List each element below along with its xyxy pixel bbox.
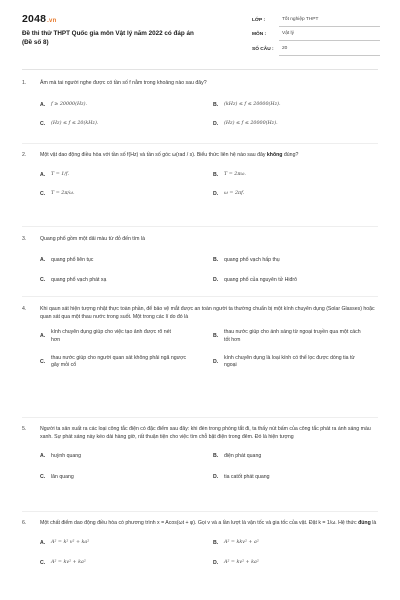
option-text: quang phổ liên tục <box>51 256 94 263</box>
exam-title-line: Đề thi thử THPT Quốc gia môn Vật lý năm 2022 có đáp án <box>22 30 194 37</box>
meta-value: Vật lý <box>279 31 380 41</box>
option-text: thau nước giúp cho ánh sáng từ ngoại truyền qua một cách tốt hơn <box>224 329 361 343</box>
option-b[interactable] <box>213 257 378 265</box>
option-text: điện phát quang <box>224 453 262 460</box>
question-text-emphasis: không <box>266 152 283 158</box>
option-text: (Hz) ≤ f ≤ 20(kHz). <box>51 121 99 127</box>
option-a[interactable] <box>40 453 205 461</box>
option-text: A² = k² v² + ka² <box>51 539 90 545</box>
option-d[interactable] <box>213 121 378 129</box>
option-b[interactable] <box>213 329 378 345</box>
question-separator <box>22 511 378 512</box>
question-2 <box>22 152 378 199</box>
option-d[interactable] <box>213 277 378 285</box>
option-letter: D. <box>213 277 219 284</box>
option-c[interactable] <box>40 191 205 199</box>
option-letter: C. <box>40 277 46 284</box>
option-text: kính chuyên dụng giúp cho việc tạo ảnh được rõ nét hơn <box>51 329 171 343</box>
option-letter: D. <box>213 191 219 198</box>
option-letter: A. <box>40 333 46 340</box>
option-text: A² = kv² + ka² <box>51 560 86 566</box>
option-c[interactable] <box>40 560 205 568</box>
option-a[interactable] <box>40 172 205 180</box>
option-text: quang phổ vạch phát xạ <box>51 277 107 284</box>
option-text: (kHz) ≤ f ≤ 20000(Hz). <box>224 101 281 107</box>
option-letter: B. <box>213 101 219 108</box>
option-letter: A. <box>40 539 46 546</box>
question-number: 2. <box>22 152 27 158</box>
option-b[interactable] <box>213 453 378 461</box>
question-6 <box>22 520 378 568</box>
question-3 <box>22 236 378 285</box>
meta-label: MÔN : <box>252 32 267 38</box>
option-text: quang phổ của nguyên tử Hiđrô <box>224 277 297 284</box>
meta-value: 20 <box>279 46 380 56</box>
option-d[interactable] <box>213 191 378 199</box>
question-number: 3. <box>22 236 27 242</box>
option-a[interactable] <box>40 257 205 265</box>
question-text: Người ta sản xuất ra các loại công tắc điện có đặc điểm sau đây: khi đèn trong phòng tắt đi, ta thấy nút bấm của công tắc phát ra ánh sáng màu xanh. Sự phát sáng này kéo dài hàng giờ, rất thuận tiện cho việc tìm chỗ bật điện trong đêm. Đó là hiện tượng <box>40 426 371 440</box>
question-number: 6. <box>22 520 27 526</box>
option-text: lân quang <box>51 473 74 480</box>
question-number: 1. <box>22 80 27 86</box>
option-text: (Hz) ≤ f ≤ 20000(Hz). <box>224 121 278 127</box>
option-text: A² = kv² + ka² <box>224 560 259 566</box>
question-5 <box>22 426 378 481</box>
question-separator <box>22 143 378 144</box>
option-c[interactable] <box>40 474 205 482</box>
option-letter: A. <box>40 453 46 460</box>
logo-text: 2048 <box>22 13 47 25</box>
meta-value: Tốt nghiệp THPT <box>279 17 380 27</box>
logo-suffix: .vn <box>47 18 57 24</box>
question-separator <box>22 226 378 227</box>
option-d[interactable] <box>213 474 378 482</box>
option-letter: A. <box>40 256 46 263</box>
question-4 <box>22 306 378 370</box>
option-c[interactable] <box>40 355 205 371</box>
question-text <box>40 152 378 160</box>
meta-row-class <box>252 12 380 27</box>
option-text: quang phổ vạch hấp thụ <box>224 256 280 263</box>
option-letter: B. <box>213 453 219 460</box>
option-d[interactable] <box>213 355 378 371</box>
meta-label: SỐ CÂU : <box>252 46 274 52</box>
option-c[interactable] <box>40 121 205 129</box>
option-text: T = 1/f. <box>51 171 70 177</box>
option-letter: B. <box>213 256 219 263</box>
option-b[interactable] <box>213 172 378 180</box>
option-letter: A. <box>40 101 46 108</box>
option-a[interactable] <box>40 329 205 345</box>
option-a[interactable] <box>40 540 205 548</box>
question-1 <box>22 80 378 129</box>
option-b[interactable] <box>213 540 378 548</box>
option-text: T = 2π/ω. <box>51 191 75 197</box>
question-text-emphasis: đúng <box>358 520 371 526</box>
option-c[interactable] <box>40 277 205 285</box>
option-a[interactable] <box>40 102 205 110</box>
option-letter: C. <box>40 473 46 480</box>
option-letter: C. <box>40 358 46 365</box>
meta-label: LỚP : <box>252 17 266 23</box>
question-separator <box>22 417 378 418</box>
option-b[interactable] <box>213 102 378 110</box>
option-d[interactable] <box>213 560 378 568</box>
option-letter: B. <box>213 539 219 546</box>
exam-meta <box>252 12 380 56</box>
option-text: A² = kkv² + a² <box>224 539 259 545</box>
exam-subtitle: (Đề số 8) <box>22 38 49 46</box>
option-letter: B. <box>213 171 219 178</box>
question-text-part: là <box>370 520 377 526</box>
option-text: T = 2πω. <box>224 171 246 177</box>
option-text: huỳnh quang <box>51 453 82 460</box>
exam-title <box>22 30 232 47</box>
question-text: Khi qaun sát hiện tượng nhật thực toàn phần, để bảo vệ mắt được an toàn người ta thường chuẩn bị một kính chuyên dụng (Solar Glasses) hoặc quan sát qua một thau nước trong suốt. Một trong các lí do đó là <box>40 306 375 320</box>
option-letter: D. <box>213 473 219 480</box>
option-letter: D. <box>213 121 219 128</box>
meta-row-subject <box>252 27 380 42</box>
option-text: tia catốt phát quang <box>224 473 270 480</box>
option-letter: C. <box>40 121 46 128</box>
meta-row-count <box>252 41 380 56</box>
question-text: Quang phổ gồm một dải màu từ đỏ đến tím là <box>40 236 145 242</box>
option-letter: C. <box>40 560 46 567</box>
question-text-part: đúng? <box>282 152 299 158</box>
option-text: kính chuyên dụng là loại kính có thể lọc được dòng tia từ ngoại <box>224 354 355 369</box>
question-number: 5. <box>22 426 27 432</box>
option-letter: B. <box>213 333 219 340</box>
question-text-part: Một chất điểm dao động điều hòa có phương trình x = Acos(ωt + φ). Gọi v và a lần lượt là vận tốc và gia tốc của vật. Đặt k = 1/ω. Hệ thức <box>40 520 359 526</box>
option-text: ω = 2πf. <box>224 191 245 197</box>
option-letter: C. <box>40 191 46 198</box>
option-letter: D. <box>213 358 219 365</box>
question-number: 4. <box>22 306 27 312</box>
exam-header <box>0 0 400 64</box>
question-text <box>40 520 378 528</box>
site-logo[interactable] <box>22 12 56 27</box>
option-text: f ≥ 20000(Hz). <box>51 101 88 107</box>
option-letter: A. <box>40 171 46 178</box>
header-divider <box>22 69 378 70</box>
option-letter: D. <box>213 560 219 567</box>
question-separator <box>22 296 378 297</box>
question-text: Âm mà tai người nghe được có tần số f nằm trong khoảng nào sau đây? <box>40 80 207 86</box>
question-text-part: Một vật dao động điều hòa với tần số f(Hz) và tần số góc ω(rad / s). Biểu thức liên hệ nào sau đây <box>40 152 267 158</box>
option-text: thau nước giúp cho người quan sát không phải ngã ngược gây mỏi cổ <box>51 354 187 369</box>
